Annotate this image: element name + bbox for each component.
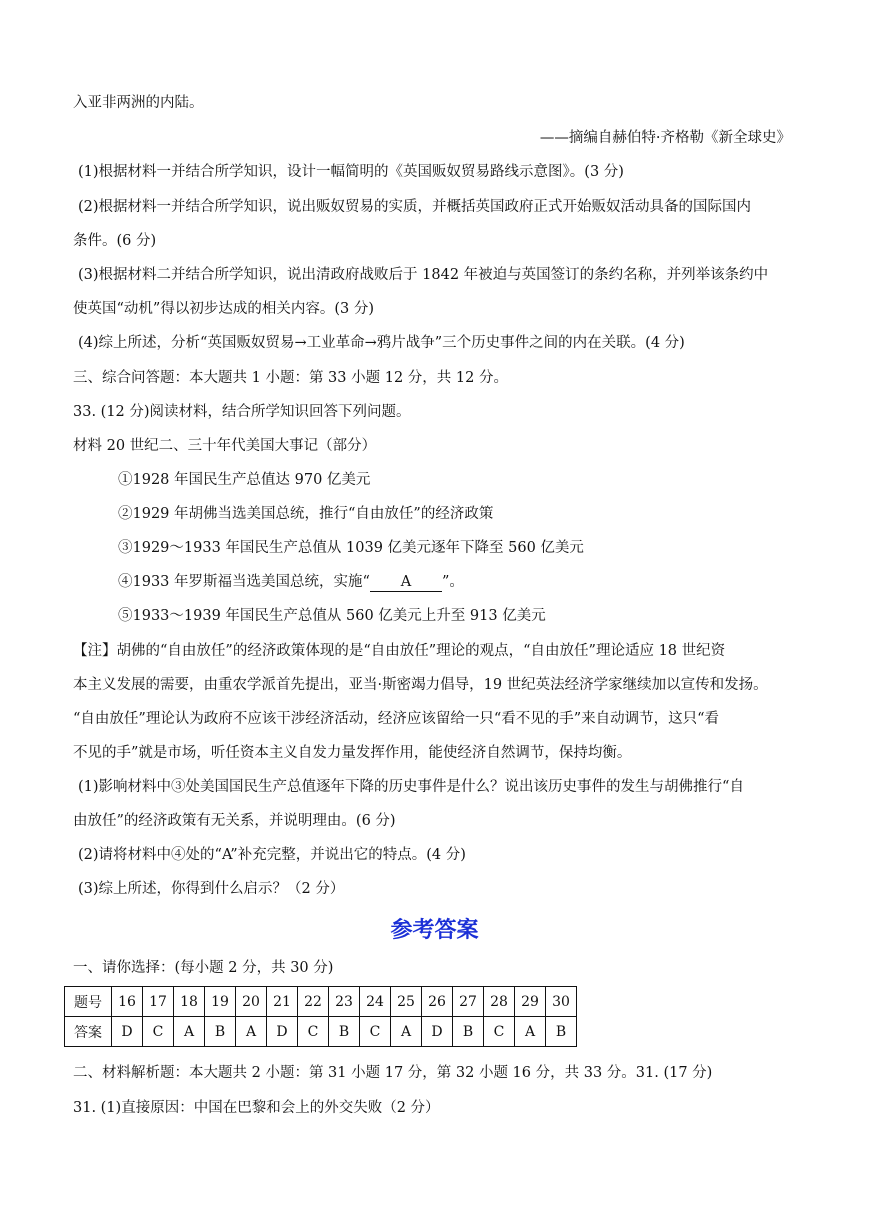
q33-sub1-line1: (1)影响材料中③处美国国民生产总值逐年下降的历史事件是什么？说出该历史事件的发生与胡佛推行“自 [78,779,744,795]
question-number-row [65,987,577,1017]
answer-letter-cell: B [546,1017,577,1047]
blank-a: A [370,573,442,592]
question-number-cell: 19 [205,987,236,1017]
answer-letter-cell: A [391,1017,422,1047]
blank-open-quote: “ [362,574,370,590]
answers-section2-heading: 二、材料解析题：本大题共 2 小题：第 31 小题 17 分，第 32 小题 16 分，共 33 分。31. (17 分) [73,1065,713,1081]
question-number-cell: 18 [174,987,205,1017]
question-number-cell: 20 [236,987,267,1017]
answer-letter-row [65,1017,577,1047]
event-item-3: ③1929～1933 年国民生产总值从 1039 亿美元逐年下降至 560 亿美元 [118,540,584,556]
answer-letter-cell: A [515,1017,546,1047]
q33-intro: 33. (12 分)阅读材料，结合所学知识回答下列问题。 [73,404,411,420]
q33-sub3: (3)综上所述，你得到什么启示？（2 分） [78,881,345,897]
answer-table [64,986,577,1047]
answer-letter-cell: B [329,1017,360,1047]
event-item-4-text: ④1933 年罗斯福当选美国总统，实施 [118,574,363,590]
q32-continued-line: 入亚非两洲的内陆。 [73,95,204,111]
answer-letter-cell: B [205,1017,236,1047]
q32-sub3-line1: (3)根据材料二并结合所学知识，说出清政府战败后于 1842 年被迫与英国签订的条约名称，并列举该条约中 [78,267,769,283]
note-line-3: “自由放任”理论认为政府不应该干涉经济活动，经济应该留给一只“看不见的手”来自动调节，这只“看 [73,711,720,727]
question-number-cell: 16 [112,987,143,1017]
question-number-cell: 17 [143,987,174,1017]
question-number-cell: 27 [453,987,484,1017]
event-item-4 [118,572,464,592]
answer-letter-cell: C [484,1017,515,1047]
note-line-4: 不见的手”就是市场，听任资本主义自发力量发挥作用，能使经济自然调节，保持均衡。 [73,745,632,761]
answer-letter-cell: D [422,1017,453,1047]
answers-section1-heading: 一、请你选择：(每小题 2 分，共 30 分) [73,960,334,976]
question-number-cell: 24 [360,987,391,1017]
event-item-5: ⑤1933～1939 年国民生产总值从 560 亿美元上升至 913 亿美元 [118,608,546,624]
q31-answer-1: 31. (1)直接原因：中国在巴黎和会上的外交失败（2 分） [73,1100,440,1116]
blank-close-quote: ”。 [441,574,464,590]
question-number-cell: 26 [422,987,453,1017]
question-number-cell: 30 [546,987,577,1017]
event-item-1: ①1928 年国民生产总值达 970 亿美元 [118,472,371,488]
q33-sub2: (2)请将材料中④处的“A”补充完整，并说出它的特点。(4 分) [78,847,466,863]
q32-sub4: (4)综上所述，分析“英国贩奴贸易→工业革命→鸦片战争”三个历史事件之间的内在关联。(4 分) [78,335,685,351]
material-label: 材料 20 世纪二、三十年代美国大事记（部分） [73,438,377,454]
answer-letter-cell: B [453,1017,484,1047]
material-source-citation: ——摘编自赫伯特·齐格勒《新全球史》 [539,130,791,146]
answer-letter-cell: D [112,1017,143,1047]
question-number-cell: 28 [484,987,515,1017]
answer-letter-cell: A [236,1017,267,1047]
event-item-2: ②1929 年胡佛当选美国总统，推行“自由放任”的经济政策 [118,506,494,522]
question-number-cell: 25 [391,987,422,1017]
question-number-cell: 23 [329,987,360,1017]
section3-heading: 三、综合问答题：本大题共 1 小题：第 33 小题 12 分，共 12 分。 [73,370,508,386]
answer-letter-cell: C [360,1017,391,1047]
q32-sub1: (1)根据材料一并结合所学知识，设计一幅简明的《英国贩奴贸易路线示意图》。(3 分) [78,164,624,180]
answer-letter-cell: C [143,1017,174,1047]
question-number-cell: 29 [515,987,546,1017]
answer-letter-cell: A [174,1017,205,1047]
answer-letter-cell: D [267,1017,298,1047]
q32-sub2-line1: (2)根据材料一并结合所学知识，说出贩奴贸易的实质，并概括英国政府正式开始贩奴活动具备的国际国内 [78,199,752,215]
table-header-label: 题号 [65,987,112,1017]
question-number-cell: 21 [267,987,298,1017]
q33-sub1-line2: 由放任”的经济政策有无关系，并说明理由。(6 分) [73,813,396,829]
table-answer-label: 答案 [65,1017,112,1047]
note-line-1: 【注】胡佛的“自由放任”的经济政策体现的是“自由放任”理论的观点，“自由放任”理论适应 18 世纪资 [73,643,726,659]
answer-key-title: 参考答案 [390,918,479,943]
note-line-2: 本主义发展的需要，由重农学派首先提出，亚当·斯密竭力倡导，19 世纪英法经济学家继续加以宣传和发扬。 [73,677,768,693]
answer-letter-cell: C [298,1017,329,1047]
q32-sub2-line2: 条件。(6 分) [73,233,157,249]
question-number-cell: 22 [298,987,329,1017]
q32-sub3-line2: 使英国“动机”得以初步达成的相关内容。(3 分) [73,301,374,317]
